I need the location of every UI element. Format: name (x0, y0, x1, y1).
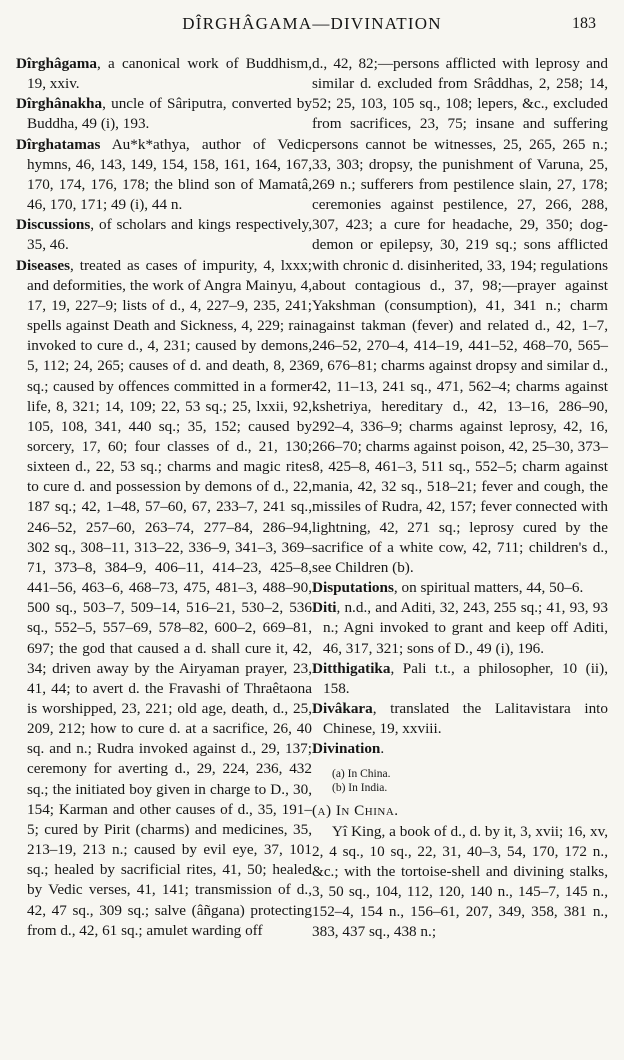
entry-headword: Dîrghâgama (16, 55, 97, 72)
entry-text: , on spiritual matters, 44, 50–6. (393, 579, 584, 597)
entry-headword: Dîrghânakha (16, 95, 103, 113)
page-title: DÎRGHÂGAMA—DIVINATION (182, 14, 442, 33)
subdivision-item: (b) In India. (332, 782, 388, 795)
entry-continuation: d., 42, 82;—persons afflicted with leprosy and similar d. excluded from Srâddhas, 2, 258; 14, 52; 25, 103, 105 sq., 108; lepers, &c., excluded from sacrifices, 23, 75; insane and suffering persons cannot be witnesses, 25, 265, 265 n.; 33, 303; dropsy, the punishment of Varuna, 25, 269 n.; sufferers from pestilence slain, 27, 178; ceremonies against pestilence, 27, 266, 288, 307, 423; a cure for headache, 29, 350; dog-demon or epilepsy, 30, 219 sq.; sons afflicted with chronic d. disinherited, 33, 194; regulations about contagious d., 37, 98;—prayer against Yakshman (consumption), 41, 341 n.; charm against takman (fever) and related d., 42, 1–7, 246–52, 270–4, 414–19, 441–52, 468–70, 565–9, 676–81; charms against dropsy and similar d., 42, 11–13, 241 sq., 471, 562–4; charms against kshetriya, hereditary d., 42, 13–16, 286–90, 292–4, 336–9; charms against leprosy, 42, 16, 266–70; charms against poison, 42, 25–30, 373–8, 425–8, 461–3, 511 sq., 552–5; charm against mania, 42, 32 sq., 518–21; fever and cough, the missiles of Rudra, 42, 157; fever connected with lightning, 42, 271 sq.; leprosy cured by the sacrifice of a white cow, 42, 711; children's d., see Children (b). (312, 55, 608, 576)
page-number: 183 (572, 15, 596, 32)
left-column (16, 54, 312, 941)
entry-text: , of scholars and kings respectively, 35, 46. (27, 216, 312, 254)
index-entry (312, 578, 608, 598)
entry-text: , treated as cases of impurity, 4, lxxx; and deformities, the work of Angra Mainyu, 4, 17, 19, 227–9; lists of d., 4, 227–9, 235, 241; spells against Death and Sickness, 4, 229; rain invoked to cure d., 4, 231; caused by demons, 5, 112; 24, 265; causes of d. and death, 8, 236 sq.; caused by offences committed in a former life, 8, 321; 14, 109; 22, 53 sq.; 25, lxxii, 92, 105, 108, 341, 440 sq.; 35, 152; caused by sorcery, 17, 60; four classes of d., 21, 130; sixteen d., 22, 53 sq.; charms and magic rites to cure d. and possession by demons of d., 22, 187 sq.; 42, 1–48, 57–60, 67, 233–7, 241 sq., 246–52, 257–60, 263–74, 277–84, 286–94, 302 sq., 308–11, 313–22, 336–9, 341–3, 369–71, 373–8, 384–9, 406–11, 414–23, 425–8, 441–56, 463–6, 468–73, 475, 481–3, 488–90, 500 sq., 503–7, 509–14, 516–21, 530–2, 536 sq., 552–5, 557–69, 578–82, 600–2, 669–81, 697; the god that caused a d. shall cure it, 42, 34; driven away by the Airyaman prayer, 23, 41, 44; to avert d. the Fravashi of Thraêtaona is worshipped, 23, 221; old age, death, d., 25, 209, 212; how to cure d. at a sacrifice, 26, 40 sq. and n.; Rudra invoked against d., 29, 137; ceremony for averting d., 29, 224, 236, 432 sq.; the initiated boy given in charge to D., 30, 154; Karman and other causes of d., 35, 191–5; cured by Pirit (charms) and medicines, 35, 213–19, 213 n.; caused by evil eye, 37, 101 sq.; healed by sacrificial rites, 41, 50; healed by Vedic verses, 41, 141; transmission of d., 42, 47 sq., 309 sq.; salve (âñgana) protecting from d., 42, 61 sq.; amulet warding off (27, 256, 312, 939)
entry-headword: Diti (312, 599, 337, 617)
running-header (0, 10, 624, 40)
section-text: Yî King, a book of d., d. by it, 3, xvii; 16, xv, 2, 4 sq., 10 sq., 22, 31, 40–3, 54, 170, 172 n., &c.; with the tortoise-shell and divining stalks, 3, 50 sq., 104, 112, 120, 140 n., 145–7, 145 n., 152–4, 154 n., 156–61, 207, 349, 358, 381 n., 383, 437 sq., 438 n.; (312, 822, 608, 941)
subdivision-item: (a) In China. (332, 768, 391, 781)
index-entry (16, 54, 312, 94)
section-heading: (a) In China. (312, 802, 399, 820)
entry-headword: Diseases (16, 256, 70, 274)
entry-headword: Dîrghatamas (16, 135, 101, 153)
entry-text: . (380, 740, 385, 758)
index-entry (312, 598, 608, 658)
entry-text: , n.d., and Aditi, 32, 243, 255 sq.; 41, 93, 93 n.; Agni invoked to grant and keep off Aditi, 46, 317, 321; sons of D., 49 (i), 196. (323, 599, 608, 657)
index-entry (16, 215, 312, 255)
entry-headword: Discussions (16, 216, 91, 234)
index-entry (312, 699, 608, 739)
right-column (312, 54, 608, 943)
entry-headword: Divâkara (312, 700, 373, 717)
index-entry (312, 659, 608, 699)
index-entry (16, 94, 312, 134)
entry-headword: Divination (312, 740, 381, 758)
index-entry (312, 739, 608, 759)
entry-text: , Pali t.t., a philosopher, 10 (ii), 158. (323, 659, 608, 697)
index-entry (16, 135, 312, 216)
entry-headword: Disputations (312, 579, 394, 597)
entry-text: , translated the Lalitavistara into Chinese, 19, xxviii. (323, 700, 608, 738)
subdivision-list (332, 767, 608, 795)
index-entry (16, 256, 312, 941)
entry-text: , a canonical work of Buddhism, 19, xxiv. (27, 55, 312, 93)
entry-text: Au*k*athya, author of Vedic hymns, 46, 143, 149, 154, 158, 161, 164, 167, 170, 174, 176, 178; the blind son of Mamatâ, 46, 170, 171; 49 (i), 44 n. (27, 135, 312, 214)
entry-text: , uncle of Sâriputra, converted by Buddha, 49 (i), 193. (27, 95, 312, 133)
entry-headword: Ditthigatika (312, 659, 391, 677)
